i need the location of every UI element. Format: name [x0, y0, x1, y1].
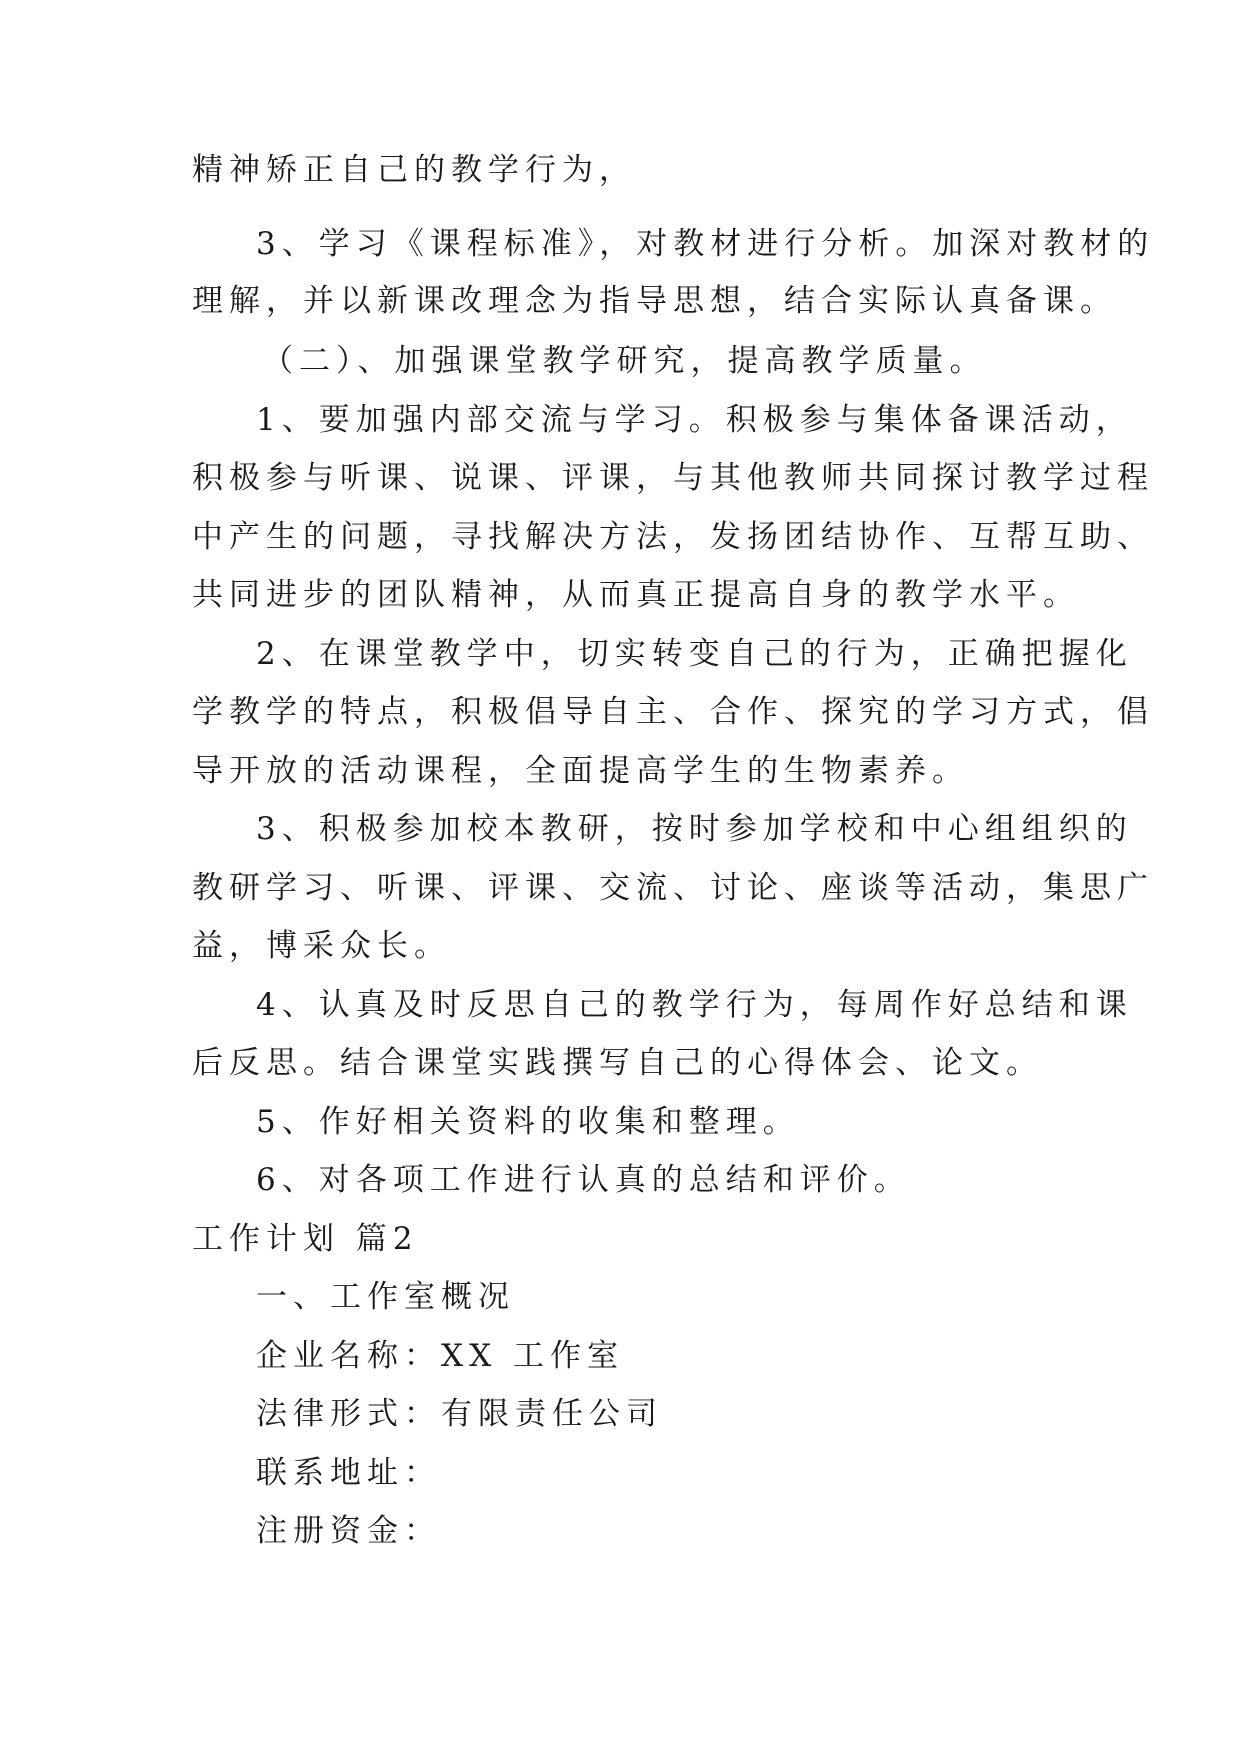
info-line-address: 联系地址： [256, 1455, 441, 1491]
info-line-legal-form: 法律形式：有限责任公司 [256, 1396, 663, 1432]
paragraph-line: 积极参与听课、说课、评课，与其他教师共同探讨教学过程 [192, 460, 1154, 496]
paragraph-line: 6、对各项工作进行认真的总结和评价。 [256, 1162, 911, 1198]
paragraph-line: 1、要加强内部交流与学习。积极参与集体备课活动， [256, 402, 1133, 438]
paragraph-line: 教研学习、听课、评课、交流、讨论、座谈等活动，集思广 [192, 870, 1154, 906]
section-title: 工作计划 篇2 [192, 1221, 419, 1257]
paragraph-line: 益，博采众长。 [192, 928, 451, 964]
paragraph-line: 中产生的问题，寻找解决方法，发扬团结协作、互帮互助、 [192, 519, 1154, 555]
section-heading: （二）、加强课堂教学研究，提高教学质量。 [262, 343, 987, 379]
info-line-capital: 注册资金： [256, 1513, 441, 1549]
info-line-company-name: 企业名称：XX 工作室 [256, 1338, 624, 1374]
paragraph-line: 4、认真及时反思自己的教学行为，每周作好总结和课 [256, 987, 1133, 1023]
paragraph-line: 学教学的特点，积极倡导自主、合作、探究的学习方式，倡 [192, 694, 1154, 730]
paragraph-line: 5、作好相关资料的收集和整理。 [256, 1104, 800, 1140]
paragraph-line: 后反思。结合课堂实践撰写自己的心得体会、论文。 [192, 1045, 1043, 1081]
paragraph-line: 理解，并以新课改理念为指导思想，结合实际认真备课。 [192, 283, 1117, 319]
paragraph-line: 共同进步的团队精神，从而真正提高自身的教学水平。 [192, 577, 1080, 613]
paragraph-line: 精神矫正自己的教学行为， [192, 152, 636, 188]
paragraph-line: 导开放的活动课程，全面提高学生的生物素养。 [192, 753, 969, 789]
paragraph-line: 2、在课堂教学中，切实转变自己的行为，正确把握化 [256, 636, 1133, 672]
paragraph-line: 3、学习《课程标准》，对教材进行分析。加深对教材的 [256, 226, 1155, 262]
paragraph-line: 3、积极参加校本教研，按时参加学校和中心组组织的 [256, 811, 1133, 847]
section-heading: 一、工作室概况 [256, 1279, 515, 1315]
